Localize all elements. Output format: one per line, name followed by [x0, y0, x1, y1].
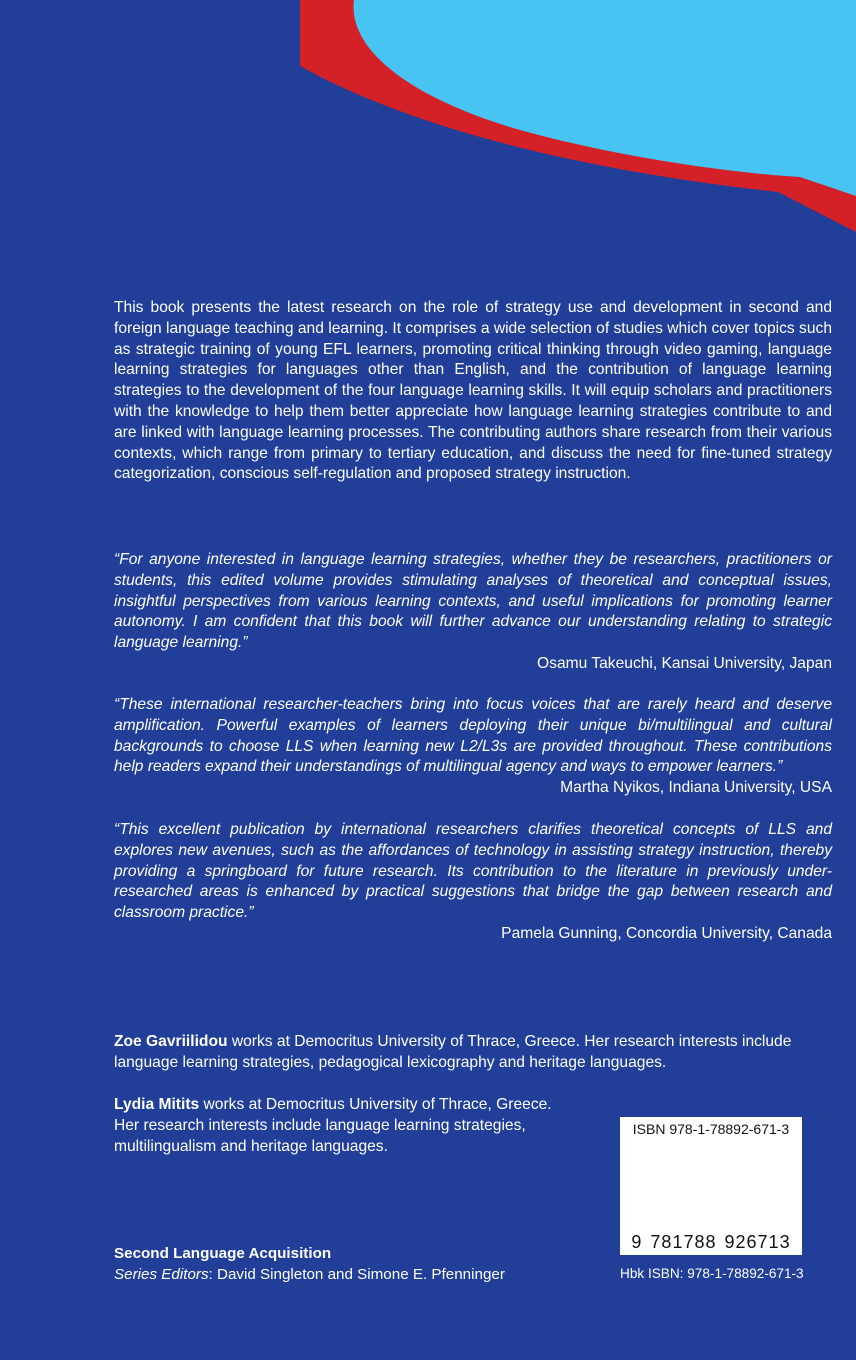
series-title: Second Language Acquisition: [114, 1245, 332, 1262]
hardback-isbn: Hbk ISBN: 978-1-78892-671-3: [620, 1266, 804, 1281]
barcode-first-digit: 9: [631, 1232, 643, 1252]
author-name: Lydia Mitits: [114, 1096, 200, 1113]
endorsement: [114, 550, 832, 675]
decorative-swoosh: [0, 0, 856, 240]
endorsement-attribution: Osamu Takeuchi, Kansai University, Japan: [537, 654, 832, 672]
barcode-bars: [650, 1145, 782, 1242]
barcode-group1: 781788: [650, 1232, 717, 1252]
endorsement-quote: “These international researcher-teachers bring into focus voices that are rarely heard and deserve amplification. Powerful examples of learners deploying their unique bi/multilingual and cultural backgrounds to choose LLS when learning new L2/L3s are provided throughout. These contributions help readers expand their understandings of multilingual agency and ways to empower learners.”: [114, 696, 832, 776]
endorsement-attribution: Martha Nyikos, Indiana University, USA: [560, 779, 832, 797]
endorsement-quote: “For anyone interested in language learning strategies, whether they be researchers, practitioners or students, this edited volume provides stimulating analyses of theoretical and conceptual issues, insightful perspectives from various learning contexts, and useful implications for promoting learner autonomy. I am confident that this book will further advance our understanding relating to strategic language learning.”: [114, 551, 832, 652]
barcode-isbn-label: ISBN 978-1-78892-671-3: [632, 1121, 790, 1137]
barcode: [620, 1117, 802, 1255]
series-info: [114, 1243, 505, 1285]
author-bio-text: works at Democritus University of Thrace, Greece. Her research interests include language learning strategies, multilingualism and heritage languages.: [114, 1096, 552, 1155]
barcode-digits: [620, 1232, 802, 1253]
endorsement: [114, 820, 832, 945]
barcode-group2: 926713: [724, 1232, 791, 1252]
author-bio: [114, 1032, 832, 1074]
book-description: This book presents the latest research on the role of strategy use and development in second and foreign language teaching and learning. It comprises a wide selection of studies which cover topics such as strategic training of young EFL learners, promoting critical thinking through video gaming, language learning strategies for languages other than English, and the contribution of language learning strategies to the development of the four language learning skills. It will equip scholars and practitioners with the knowledge to help them better appreciate how language learning strategies contribute to and are linked with language learning processes. The contributing authors share research from their various contexts, which range from primary to tertiary education, and discuss the need for fine-tuned strategy categorization, conscious self-regulation and proposed strategy instruction.: [114, 299, 832, 483]
author-bio-text: works at Democritus University of Thrace, Greece. Her research interests include language learning strategies, pedagogical lexicography and heritage languages.: [114, 1033, 792, 1071]
series-editors: : David Singleton and Simone E. Pfenninger: [208, 1266, 505, 1283]
endorsement-quote: “This excellent publication by international researchers clarifies theoretical concepts of LLS and explores new avenues, such as the affordances of technology in assisting strategy instruction, thereby providing a springboard for future research. Its contribution to the literature in previously under-researched areas is enhanced by practical suggestions that bridge the gap between research and classroom practice.”: [114, 821, 832, 922]
endorsement: [114, 695, 832, 799]
author-bio: [114, 1095, 554, 1157]
series-editors-label: Series Editors: [114, 1266, 209, 1283]
author-name: Zoe Gavriilidou: [114, 1033, 228, 1050]
endorsement-attribution: Pamela Gunning, Concordia University, Canada: [501, 924, 832, 942]
